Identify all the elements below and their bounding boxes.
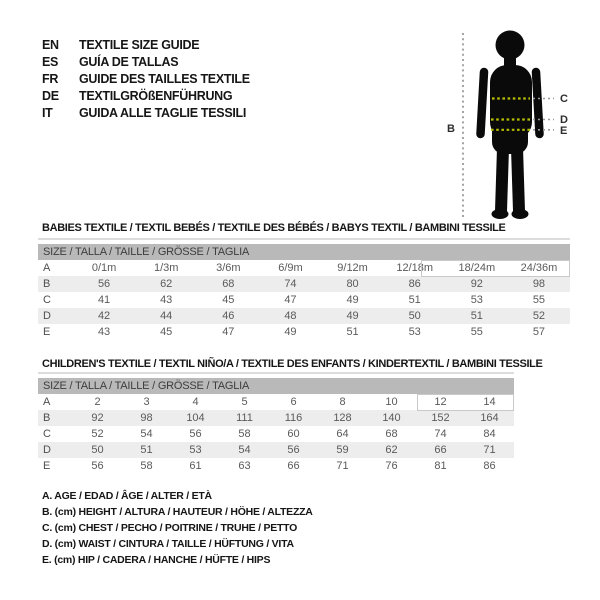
size-cell: 0/1m <box>91 262 117 274</box>
size-cell: 66 <box>287 460 300 472</box>
size-cell: 98 <box>140 412 153 424</box>
size-cell: 4 <box>192 396 199 408</box>
size-cell: 116 <box>284 412 303 424</box>
size-cell: 46 <box>222 310 235 322</box>
row-label: E <box>43 460 51 472</box>
size-cell: 52 <box>532 310 546 322</box>
size-cell: 53 <box>408 326 421 338</box>
size-cell: 74 <box>434 428 447 440</box>
language-code: EN <box>42 37 59 52</box>
size-cell: 49 <box>346 310 359 322</box>
size-cell: 9/12m <box>337 262 368 274</box>
size-row-D <box>38 308 570 324</box>
children-size-table <box>38 372 514 474</box>
language-label: GUIDA ALLE TAGLIE TESSILI <box>79 105 247 120</box>
size-cell: 71 <box>483 444 496 456</box>
language-label: GUÍA DE TALLAS <box>79 54 179 69</box>
table-top-rule <box>38 238 570 240</box>
size-cell: 42 <box>97 310 111 322</box>
language-code: DE <box>42 88 59 103</box>
size-cell: 45 <box>222 294 235 306</box>
size-cell: 54 <box>140 428 153 440</box>
language-row-es <box>42 53 250 70</box>
size-cell: 68 <box>385 428 398 440</box>
size-cell: 6/9m <box>278 262 303 274</box>
child-silhouette-icon <box>430 8 600 230</box>
size-row-D <box>38 442 514 458</box>
size-cell: 86 <box>483 460 496 472</box>
size-cell: 84 <box>483 428 496 440</box>
size-cell: 58 <box>140 460 153 472</box>
size-cell: 47 <box>222 326 235 338</box>
size-cell: 51 <box>408 294 421 306</box>
size-cell: 8 <box>339 396 346 408</box>
size-cell: 104 <box>186 412 205 424</box>
size-row-C <box>38 292 570 308</box>
size-cell: 56 <box>91 460 104 472</box>
size-cell: 43 <box>160 294 173 306</box>
size-cell: 140 <box>382 412 401 424</box>
row-label: A <box>43 262 51 274</box>
size-cell: 51 <box>470 310 483 322</box>
figure-label-height: B <box>447 123 455 135</box>
size-cell: 10 <box>385 396 398 408</box>
row-label: B <box>43 278 51 290</box>
legend-chest: C. (cm) CHEST / PECHO / POITRINE / TRUHE / PETTO <box>42 522 298 534</box>
size-header-bar: SIZE / TALLA / TAILLE / GRÖSSE / TAGLIA <box>38 244 570 260</box>
size-cell: 68 <box>222 278 235 290</box>
language-code: ES <box>42 54 59 69</box>
size-cell: 14 <box>483 396 496 408</box>
size-cell: 48 <box>284 310 297 322</box>
size-cell: 71 <box>336 460 349 472</box>
babies-section-title: BABIES TEXTILE / TEXTIL BEBÉS / TEXTILE DES BÉBÉS / BABYS TEXTIL / BAMBINI TESSILE <box>42 222 506 234</box>
language-code: FR <box>42 71 59 86</box>
size-cell: 74 <box>284 278 297 290</box>
size-cell: 57 <box>532 326 546 338</box>
row-label: C <box>43 294 51 306</box>
size-row-B <box>38 410 514 426</box>
size-cell: 64 <box>336 428 349 440</box>
row-label: B <box>43 412 51 424</box>
size-cell: 55 <box>470 326 483 338</box>
size-cell: 51 <box>346 326 359 338</box>
size-row-A <box>38 394 514 410</box>
size-cell: 51 <box>140 444 153 456</box>
figure-label-hip: E <box>560 125 568 137</box>
size-cell: 3 <box>143 396 150 408</box>
size-cell: 2 <box>94 396 101 408</box>
table-top-rule <box>38 372 514 374</box>
row-label: D <box>43 444 51 456</box>
size-cell: 62 <box>160 278 173 290</box>
size-cell: 55 <box>532 294 546 306</box>
language-row-it <box>42 104 250 121</box>
size-cell: 5 <box>241 396 248 408</box>
size-cell: 56 <box>189 428 202 440</box>
size-cell: 66 <box>434 444 447 456</box>
children-section-title: CHILDREN'S TEXTILE / TEXTIL NIÑO/A / TEXTILE DES ENFANTS / KINDERTEXTIL / BAMBINI TESSILE <box>42 358 543 370</box>
size-cell: 164 <box>480 412 499 424</box>
size-cell: 86 <box>408 278 421 290</box>
size-cell: 49 <box>346 294 359 306</box>
row-label: C <box>43 428 51 440</box>
size-cell: 44 <box>160 310 173 322</box>
legend-height: B. (cm) HEIGHT / ALTURA / HAUTEUR / HÖHE / ALTEZZA <box>42 506 313 518</box>
size-cell: 60 <box>287 428 300 440</box>
size-cell: 98 <box>532 278 546 290</box>
size-cell: 76 <box>385 460 398 472</box>
size-cell: 59 <box>336 444 349 456</box>
size-cell: 41 <box>97 294 111 306</box>
size-cell: 61 <box>189 460 202 472</box>
language-list <box>42 36 250 121</box>
legend-age: A. AGE / EDAD / ÂGE / ALTER / ETÀ <box>42 490 212 502</box>
legend-waist: D. (cm) WAIST / CINTURA / TAILLE / HÜFTUNG / VITA <box>42 538 294 550</box>
size-cell: 111 <box>236 412 253 424</box>
size-cell: 56 <box>287 444 300 456</box>
size-row-E <box>38 458 514 474</box>
size-cell: 45 <box>160 326 173 338</box>
children-table <box>38 394 514 474</box>
size-cell: 53 <box>470 294 483 306</box>
size-cell: 54 <box>238 444 251 456</box>
size-cell: 47 <box>284 294 297 306</box>
measurement-legend <box>42 488 313 568</box>
size-cell: 6 <box>290 396 297 408</box>
measurement-figure <box>430 8 600 230</box>
language-row-en <box>42 36 250 53</box>
size-header-bar: SIZE / TALLA / TAILLE / GRÖSSE / TAGLIA <box>38 378 514 394</box>
size-cell: 56 <box>97 278 111 290</box>
row-label: D <box>43 310 51 322</box>
language-label: TEXTILE SIZE GUIDE <box>79 37 200 52</box>
size-cell: 63 <box>238 460 251 472</box>
language-label: TEXTILGRÖßENFÜHRUNG <box>79 88 233 103</box>
size-cell: 24/36m <box>520 262 558 274</box>
language-row-fr <box>42 70 250 87</box>
size-row-A <box>38 260 570 276</box>
size-cell: 128 <box>333 412 352 424</box>
babies-size-table <box>38 238 570 340</box>
size-row-C <box>38 426 514 442</box>
size-cell: 92 <box>470 278 483 290</box>
size-cell: 50 <box>91 444 104 456</box>
size-cell: 49 <box>284 326 297 338</box>
language-code: IT <box>42 105 53 120</box>
figure-label-chest: C <box>560 93 568 105</box>
size-cell: 53 <box>189 444 202 456</box>
legend-hip: E. (cm) HIP / CADERA / HANCHE / HÜFTE / HIPS <box>42 554 271 566</box>
size-cell: 18/24m <box>458 262 496 274</box>
size-cell: 12/18m <box>396 262 434 274</box>
size-row-B <box>38 276 570 292</box>
language-label: GUIDE DES TAILLES TEXTILE <box>79 71 250 86</box>
size-cell: 1/3m <box>153 262 179 274</box>
size-cell: 92 <box>91 412 104 424</box>
size-cell: 43 <box>97 326 111 338</box>
size-row-E <box>38 324 570 340</box>
row-label: E <box>43 326 51 338</box>
size-cell: 152 <box>431 412 450 424</box>
language-row-de <box>42 87 250 104</box>
size-cell: 80 <box>346 278 359 290</box>
size-cell: 52 <box>91 428 104 440</box>
size-cell: 50 <box>408 310 421 322</box>
size-cell: 81 <box>434 460 447 472</box>
babies-table <box>38 260 570 340</box>
size-cell: 3/6m <box>216 262 241 274</box>
size-cell: 62 <box>385 444 398 456</box>
size-cell: 58 <box>238 428 251 440</box>
figure-label-waist: D <box>560 114 568 126</box>
row-label: A <box>43 396 51 408</box>
size-cell: 12 <box>434 396 447 408</box>
